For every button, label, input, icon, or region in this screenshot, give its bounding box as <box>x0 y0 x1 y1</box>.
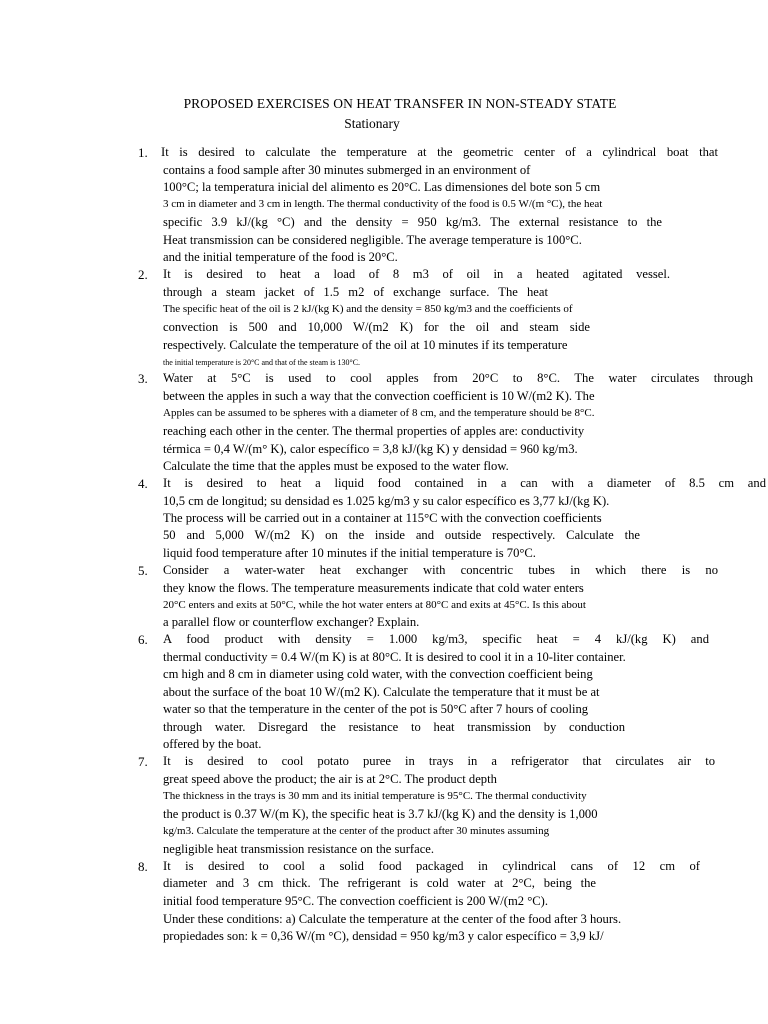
exercise-line: water so that the temperature in the center of the pot is 50°C after 7 hours of cooling <box>163 702 589 716</box>
exercise-line: convection is 500 and 10,000 W/(m2 K) for the oil and steam side <box>163 320 590 334</box>
exercise-line: great speed above the product; the air is at 2°C. The product depth <box>163 772 497 786</box>
exercise-line: reaching each other in the center. The thermal properties of apples are: conductivity <box>163 424 585 438</box>
exercise-line: A food product with density = 1.000 kg/m3, specific heat = 4 kJ/(kg K) and <box>163 632 709 646</box>
document-title: PROPOSED EXERCISES ON HEAT TRANSFER IN NON-STEADY STATE <box>183 96 617 111</box>
exercise-line: propiedades son: k = 0,36 W/(m °C), densidad = 950 kg/m3 y calor específico = 3,9 kJ/ <box>163 929 604 943</box>
exercise-line: 10,5 cm de longitud; su densidad es 1.025 kg/m3 y su calor específico es 3,77 kJ/(kg K). <box>163 494 610 508</box>
exercise-line: initial food temperature 95°C. The convection coefficient is 200 W/(m2 °C). <box>163 894 548 908</box>
exercise-line: It is desired to cool a solid food packaged in cylindrical cans of 12 cm of <box>163 859 700 873</box>
exercise-line: It is desired to cool potato puree in trays in a refrigerator that circulates air to <box>163 754 715 768</box>
exercise-line: Water at 5°C is used to cool apples from 20°C to 8°C. The water circulates through <box>163 371 753 385</box>
exercise-line: contains a food sample after 30 minutes submerged in an environment of <box>163 163 531 177</box>
exercise-line: through a steam jacket of 1.5 m2 of exchange surface. The heat <box>163 285 548 299</box>
exercise-line: The specific heat of the oil is 2 kJ/(kg K) and the density = 850 kg/m3 and the coefficients of <box>163 303 573 315</box>
exercise-number: 3. <box>138 371 148 386</box>
exercise-line: the initial temperature is 20°C and that of the steam is 130°C. <box>163 358 361 367</box>
exercise-line: they know the flows. The temperature measurements indicate that cold water enters <box>163 581 584 595</box>
exercise-line: Under these conditions: a) Calculate the temperature at the center of the food after 3 hours. <box>163 912 622 926</box>
exercise-number: 4. <box>138 476 148 491</box>
exercise-line: through water. Disregard the resistance to heat transmission by conduction <box>163 720 625 734</box>
exercise-line: It is desired to heat a liquid food contained in a can with a diameter of 8.5 cm and <box>163 476 766 490</box>
exercise-line: negligible heat transmission resistance on the surface. <box>163 842 435 856</box>
exercise-line: between the apples in such a way that the convection coefficient is 10 W/(m2 K). The <box>163 389 595 403</box>
exercise-line: 3 cm in diameter and 3 cm in length. The thermal conductivity of the food is 0.5 W/(m °C), the heat <box>163 198 603 210</box>
exercise-number: 1. <box>138 145 148 160</box>
exercise-line: Calculate the time that the apples must be exposed to the water flow. <box>163 459 509 473</box>
exercise-line: kg/m3. Calculate the temperature at the center of the product after 30 minutes assuming <box>163 825 550 837</box>
exercise-line: offered by the boat. <box>163 737 262 751</box>
exercise-line: Consider a water-water heat exchanger with concentric tubes in which there is no <box>163 563 718 577</box>
exercise-number: 2. <box>138 267 148 282</box>
exercise-line: liquid food temperature after 10 minutes if the initial temperature is 70°C. <box>163 546 536 560</box>
exercise-line: thermal conductivity = 0.4 W/(m K) is at 80°C. It is desired to cool it in a 10-liter container. <box>163 650 626 664</box>
exercise-line: Heat transmission can be considered negligible. The average temperature is 100°C. <box>163 233 582 247</box>
exercise-number: 7. <box>138 754 148 769</box>
exercise-number: 6. <box>138 632 148 647</box>
exercise-line: 20°C enters and exits at 50°C, while the hot water enters at 80°C and exits at 45°C. Is this about <box>163 599 586 611</box>
exercise-line: the product is 0.37 W/(m K), the specific heat is 3.7 kJ/(kg K) and the density is 1,000 <box>163 807 598 821</box>
exercise-line: a parallel flow or counterflow exchanger? Explain. <box>163 615 420 629</box>
exercise-line: diameter and 3 cm thick. The refrigerant is cold water at 2°C, being the <box>163 876 596 890</box>
exercise-line: Apples can be assumed to be spheres with a diameter of 8 cm, and the temperature should be 8°C. <box>163 407 595 419</box>
exercise-line: about the surface of the boat 10 W/(m2 K). Calculate the temperature that it must be at <box>163 685 600 699</box>
exercise-line: cm high and 8 cm in diameter using cold water, with the convection coefficient being <box>163 667 593 681</box>
exercise-line: 100°C; la temperatura inicial del alimento es 20°C. Las dimensiones del bote son 5 cm <box>163 180 601 194</box>
exercise-line: 50 and 5,000 W/(m2 K) on the inside and outside respectively. Calculate the <box>163 528 640 542</box>
exercise-line: and the initial temperature of the food is 20°C. <box>163 250 398 264</box>
document-subtitle: Stationary <box>344 116 400 131</box>
exercise-number: 8. <box>138 859 148 874</box>
exercise-line: The process will be carried out in a container at 115°C with the convection coefficients <box>163 511 602 525</box>
exercise-line: térmica = 0,4 W/(m° K), calor específico = 3,8 kJ/(kg K) y densidad = 960 kg/m3. <box>163 442 578 456</box>
exercise-line: specific 3.9 kJ/(kg °C) and the density = 950 kg/m3. The external resistance to the <box>163 215 662 229</box>
exercise-number: 5. <box>138 563 148 578</box>
exercise-line: It is desired to heat a load of 8 m3 of oil in a heated agitated vessel. <box>163 267 670 281</box>
exercise-line: It is desired to calculate the temperature at the geometric center of a cylindrical boat that <box>161 145 718 159</box>
exercise-line: respectively. Calculate the temperature of the oil at 10 minutes if its temperature <box>163 338 568 352</box>
exercise-line: The thickness in the trays is 30 mm and its initial temperature is 95°C. The thermal conductivity <box>163 790 587 802</box>
